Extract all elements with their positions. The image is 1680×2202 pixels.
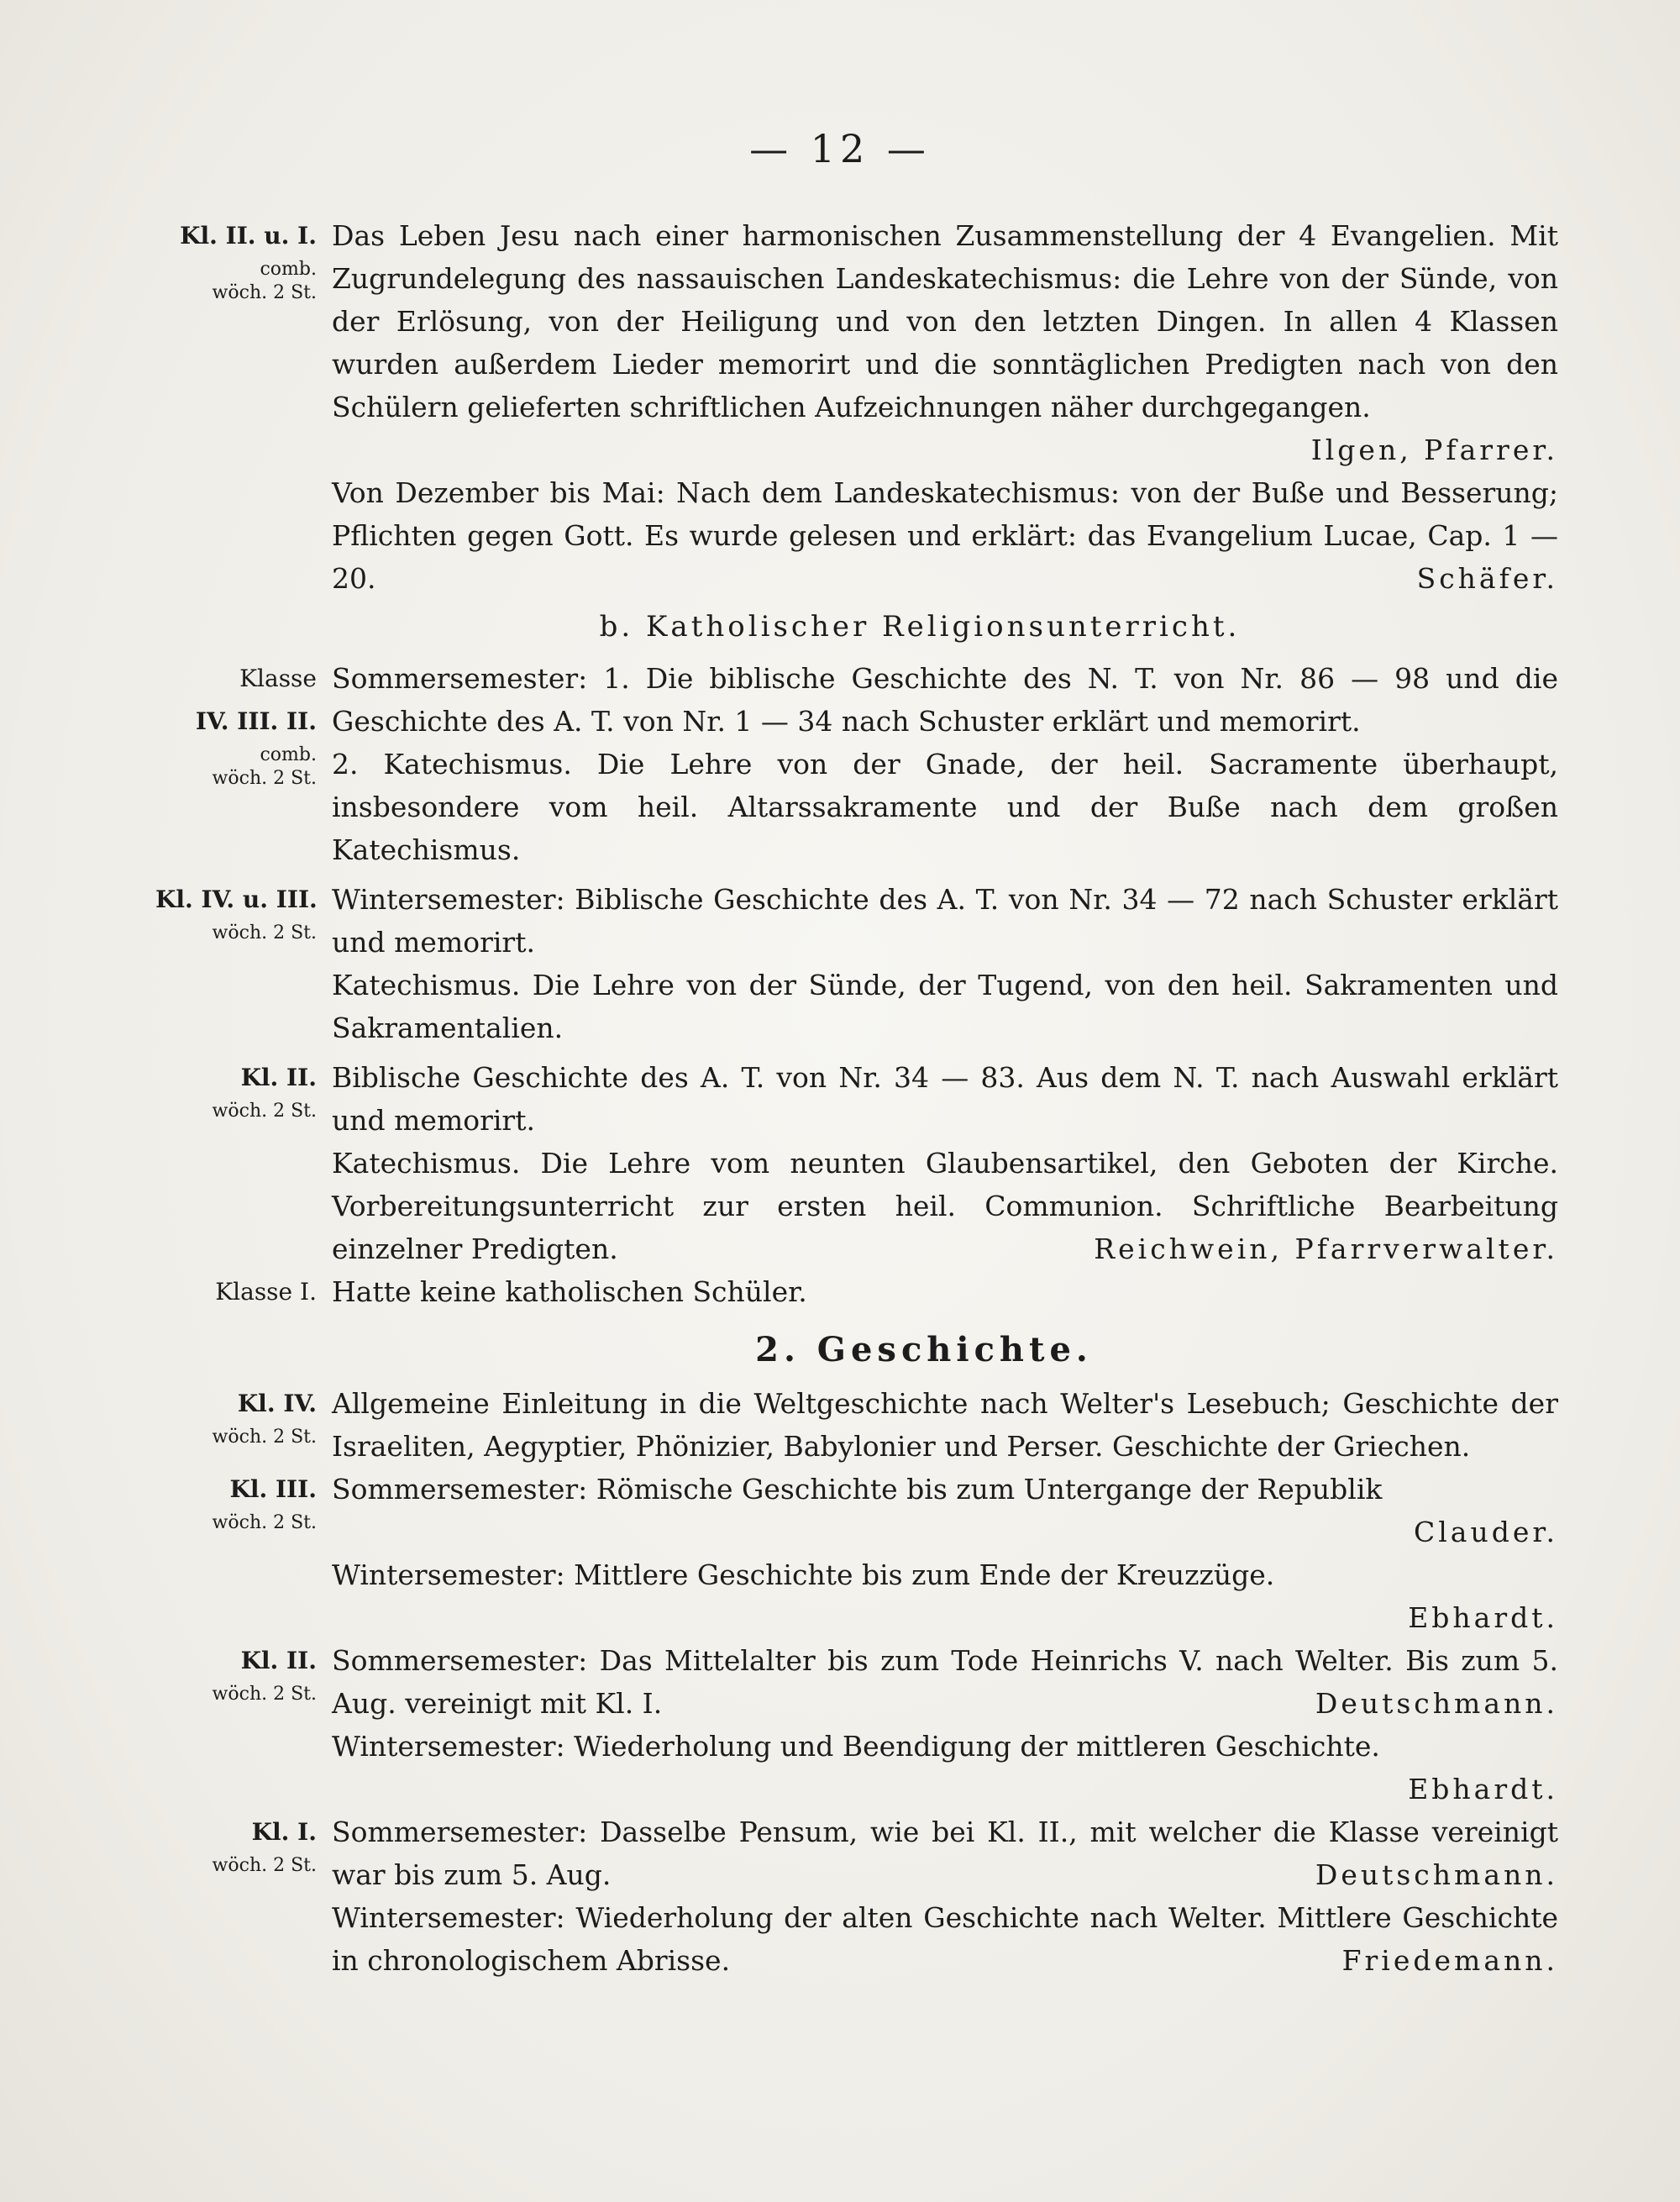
hours-label: wöch. 2 St.	[212, 282, 317, 303]
entry-text-body: 2. Katechismus. Die Lehre von der Gnade, der heil. Sacramente überhaupt, insbesondere vom heil. Altarssakramente und der Buße nach dem großen Katechismus.	[332, 748, 1558, 866]
entry-text-body: Wintersemester: Mittlere Geschichte bis zum Ende der Kreuzzüge.	[332, 1558, 1275, 1591]
entry-text-body: Wintersemester: Wiederholung der alten Geschichte nach Welter. Mittlere Geschichte in chronologischem Abrisse.	[332, 1901, 1558, 1977]
entry-text	[332, 657, 1558, 871]
class-label-text: IV. III. II.	[195, 707, 317, 735]
signature-schaefer: Schäfer.	[1416, 562, 1558, 595]
entry-text	[332, 1468, 1558, 1639]
entry-text	[332, 1382, 1558, 1468]
entry-text	[332, 1270, 1558, 1313]
entry-text-body: Biblische Geschichte des A. T. von Nr. 34 — 83. Aus dem N. T. nach Auswahl erklärt und memorirt.	[332, 1061, 1558, 1137]
class-label-text: Kl. II.	[240, 1647, 317, 1674]
hours-label: wöch. 2 St.	[212, 1101, 317, 1122]
class-label	[155, 1056, 332, 1122]
entry-kl2-catholic	[155, 1056, 1558, 1270]
entry-kl2u1-religion	[155, 214, 1558, 471]
signature-deutschmann: Deutschmann.	[1315, 1858, 1558, 1891]
signature-friedemann: Friedemann.	[1341, 1944, 1558, 1977]
entry-text-body: Sommersemester: Dasselbe Pensum, wie bei Kl. II., mit welcher die Klasse vereinigt war bis zum 5. Aug.	[332, 1816, 1558, 1891]
entry-text-body: Sommersemester: Römische Geschichte bis zum Untergange der Republik	[332, 1473, 1383, 1506]
hours-label: wöch. 2 St.	[212, 1427, 317, 1448]
entry-winter-religion	[155, 471, 1558, 600]
entry-text	[332, 214, 1558, 471]
signature-ebhardt: Ebhardt.	[1408, 1773, 1558, 1805]
entry-text	[332, 878, 1558, 1049]
signature-deutschmann: Deutschmann.	[1315, 1687, 1558, 1720]
hours-label: wöch. 2 St.	[212, 1855, 317, 1876]
entry-kl3-history	[155, 1468, 1558, 1639]
signature-clauder: Clauder.	[1413, 1516, 1558, 1548]
entry-text	[332, 1639, 1558, 1810]
class-label-text: Kl. II. u. I.	[180, 222, 317, 250]
class-label	[155, 878, 332, 944]
section-heading-catholic: b. Katholischer Religionsunterricht.	[599, 610, 1241, 644]
signature-ebhardt: Ebhardt.	[1408, 1601, 1558, 1634]
section-heading-history: 2. Geschichte.	[755, 1330, 1093, 1369]
hours-label: wöch. 2 St.	[212, 1684, 317, 1705]
entry-klasse-4-3-2	[155, 657, 1558, 871]
class-label	[155, 1270, 332, 1313]
class-label-text: Klasse	[239, 665, 317, 692]
entry-text-body: Sommersemester: Das Mittelalter bis zum Tode Heinrichs V. nach Welter. Bis zum 5. Aug. vereinigt mit Kl. I.	[332, 1644, 1558, 1720]
class-label	[155, 1468, 332, 1534]
class-label	[155, 657, 332, 790]
class-label	[155, 1810, 332, 1877]
hours-label: wöch. 2 St.	[212, 922, 317, 943]
entry-kl1-catholic	[155, 1270, 1558, 1313]
hours-label: wöch. 2 St.	[212, 768, 317, 789]
entry-text	[332, 1810, 1558, 1982]
class-label	[155, 214, 332, 304]
entry-text-body: Katechismus. Die Lehre von der Sünde, der Tugend, von den heil. Sakramenten und Sakramentalien.	[332, 969, 1558, 1044]
entry-text-body: Katechismus. Die Lehre vom neunten Glaubensartikel, den Geboten der Kirche. Vorbereitungsunterricht zur ersten heil. Communion. Schriftliche Bearbeitung einzelner Predigten.	[332, 1147, 1558, 1265]
entry-text-body: Allgemeine Einleitung in die Weltgeschichte nach Welter's Lesebuch; Geschichte der Israeliten, Aegyptier, Phönizier, Babylonier und Perser. Geschichte der Griechen.	[332, 1387, 1558, 1463]
signature-reichwein: Reichwein, Pfarrverwalter.	[1094, 1232, 1558, 1265]
signature-ilgen: Ilgen, Pfarrer.	[1310, 434, 1558, 466]
class-label-sub: comb.	[260, 744, 317, 765]
entry-text-body: Wintersemester: Wiederholung und Beendigung der mittleren Geschichte.	[332, 1730, 1380, 1763]
entry-text-body: Hatte keine katholischen Schüler.	[332, 1275, 807, 1308]
entry-kl1-history	[155, 1810, 1558, 1982]
entry-text-body: Wintersemester: Biblische Geschichte des A. T. von Nr. 34 — 72 nach Schuster erklärt und memorirt.	[332, 883, 1558, 959]
class-label	[155, 1639, 332, 1705]
class-label-sub: comb.	[260, 259, 317, 280]
entry-kl4u3-catholic	[155, 878, 1558, 1049]
page-number: — 12 —	[749, 126, 931, 171]
class-label-text: Kl. III.	[229, 1475, 317, 1503]
class-label-text: Kl. IV. u. III.	[155, 886, 318, 913]
entry-kl2-history	[155, 1639, 1558, 1810]
entry-text	[332, 1056, 1558, 1270]
class-label	[155, 1382, 332, 1448]
entry-text	[332, 471, 1558, 600]
page-body	[155, 214, 1558, 1982]
entry-text-body: Sommersemester: 1. Die biblische Geschichte des N. T. von Nr. 86 — 98 und die Geschichte des A. T. von Nr. 1 — 34 nach Schuster erklärt und memorirt.	[332, 662, 1558, 738]
entry-kl4-history	[155, 1382, 1558, 1468]
class-label-text: Kl. IV.	[237, 1390, 317, 1417]
class-label-text: Kl. II.	[240, 1064, 317, 1091]
class-label-text: Klasse I.	[215, 1278, 317, 1306]
entry-text-body: Das Leben Jesu nach einer harmonischen Zusammenstellung der 4 Evangelien. Mit Zugrundelegung des nassauischen Landeskatechismus: die Lehre von der Sünde, von der Erlösung, von der Heiligung und von den letzten Dingen. In allen 4 Klassen wurden außerdem Lieder memorirt und die sonntäglichen Predigten nach von den Schülern gelieferten schriftlichen Aufzeichnungen näher durchgegangen.	[332, 219, 1558, 423]
entry-text-body: Von Dezember bis Mai: Nach dem Landeskatechismus: von der Buße und Besserung; Pflichten gegen Gott. Es wurde gelesen und erklärt: das Evangelium Lucae, Cap. 1 — 20.	[332, 476, 1558, 595]
class-label-text: Kl. I.	[251, 1818, 317, 1846]
hours-label: wöch. 2 St.	[212, 1512, 317, 1533]
